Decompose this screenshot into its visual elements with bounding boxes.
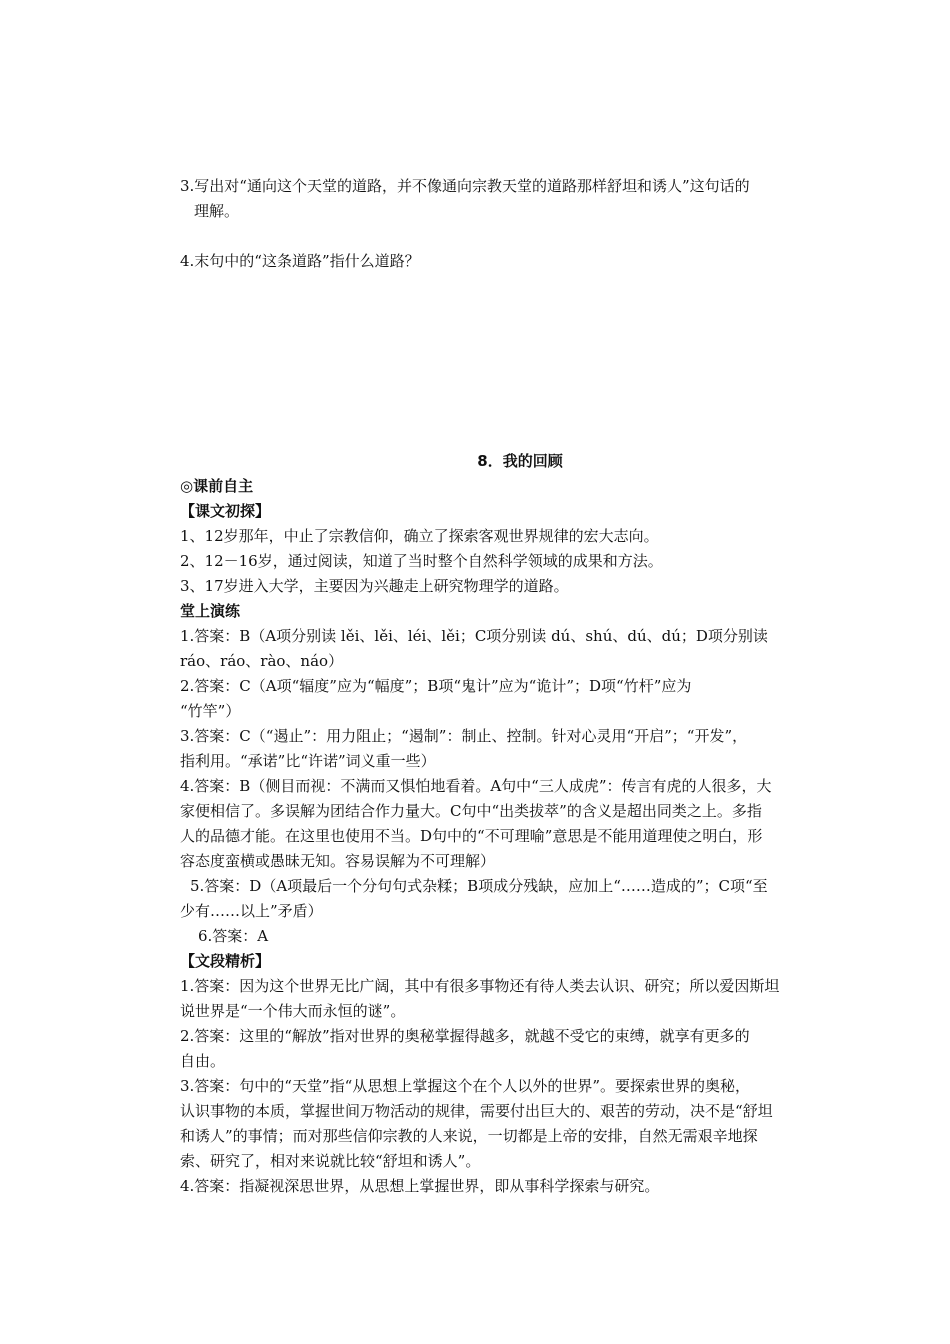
analysis-line: 2.答案：这里的“解放”指对世界的奥秘掌握得越多，就越不受它的束缚，就享有更多的 xyxy=(180,1027,750,1045)
practice-line: 4.答案：B（侧目而视：不满而又惧怕地看着。A句中“三人成虎”：传言有虎的人很多，大 xyxy=(180,777,772,795)
practice-line: 人的品德才能。在这里也使用不当。D句中的“不可理喻”意思是不能用道理使之明白，形 xyxy=(180,827,763,845)
analysis-line: 和诱人”的事情；而对那些信仰宗教的人来说，一切都是上帝的安排，自然无需艰辛地探 xyxy=(180,1127,758,1145)
practice-line: 容态度蛮横或愚昧无知。容易误解为不可理解） xyxy=(180,852,496,870)
analysis-line: 自由。 xyxy=(180,1052,226,1070)
practice-line: “竹竿”） xyxy=(180,702,241,720)
analysis-heading: 【文段精析】 xyxy=(180,952,271,970)
text-explore-heading: 【课文初探】 xyxy=(180,502,271,520)
practice-line: 2.答案：C（A项“辐度”应为“幅度”；B项“鬼计”应为“诡计”；D项“竹杆”应为 xyxy=(180,677,692,695)
practice-line: ráo、ráo、rào、náo） xyxy=(180,652,344,670)
practice-line: 少有……以上”矛盾） xyxy=(180,902,323,920)
analysis-line: 3.答案：句中的“天堂”指“从思想上掌握这个在个人以外的世界”。要探索世界的奥秘， xyxy=(180,1077,750,1095)
practice-line: 1.答案：B（A项分别读 lěi、lěi、léi、lěi；C项分别读 dú、shú、dú、dú；D项分别读 xyxy=(180,627,768,645)
practice-line: 6.答案：A xyxy=(198,927,269,945)
question-3-line-1: 3.写出对“通向这个天堂的道路，并不像通向宗教天堂的道路那样舒坦和诱人”这句话的 xyxy=(180,177,750,195)
practice-line: 3.答案：C（“遏止”：用力阻止；“遏制”：制止、控制。针对心灵用“开启”；“开发”， xyxy=(180,727,748,745)
question-4: 4.末句中的“这条道路”指什么道路？ xyxy=(180,252,420,270)
practice-line: 5.答案：D（A项最后一个分句句式杂糅；B项成分残缺，应加上“……造成的”；C项“至 xyxy=(190,877,768,895)
question-3-line-2: 理解。 xyxy=(194,202,240,220)
text-explore-item: 2、12－16岁，通过阅读，知道了当时整个自然科学领域的成果和方法。 xyxy=(180,552,663,570)
analysis-line: 索、研究了，相对来说就比较“舒坦和诱人”。 xyxy=(180,1152,481,1170)
analysis-line: 4.答案：指凝视深思世界，从思想上掌握世界，即从事科学探索与研究。 xyxy=(180,1177,660,1195)
analysis-line: 说世界是“一个伟大而永恒的谜”。 xyxy=(180,1002,406,1020)
practice-line: 指利用。“承诺”比“许诺”词义重一些） xyxy=(180,752,436,770)
analysis-line: 认识事物的本质，掌握世间万物活动的规律，需要付出巨大的、艰苦的劳动，决不是“舒坦 xyxy=(180,1102,773,1120)
text-explore-item: 1、12岁那年，中止了宗教信仰，确立了探索客观世界规律的宏大志向。 xyxy=(180,527,659,545)
practice-heading: 堂上演练 xyxy=(180,602,241,620)
analysis-line: 1.答案：因为这个世界无比广阔，其中有很多事物还有待人类去认识、研究；所以爱因斯坦 xyxy=(180,977,780,995)
section-title: 8．我的回顾 xyxy=(477,452,563,470)
text-explore-item: 3、17岁进入大学，主要因为兴趣走上研究物理学的道路。 xyxy=(180,577,569,595)
pre-class-heading: ◎课前自主 xyxy=(180,477,254,495)
practice-line: 家便相信了。多误解为团结合作力量大。C句中“出类拔萃”的含义是超出同类之上。多指 xyxy=(180,802,762,820)
